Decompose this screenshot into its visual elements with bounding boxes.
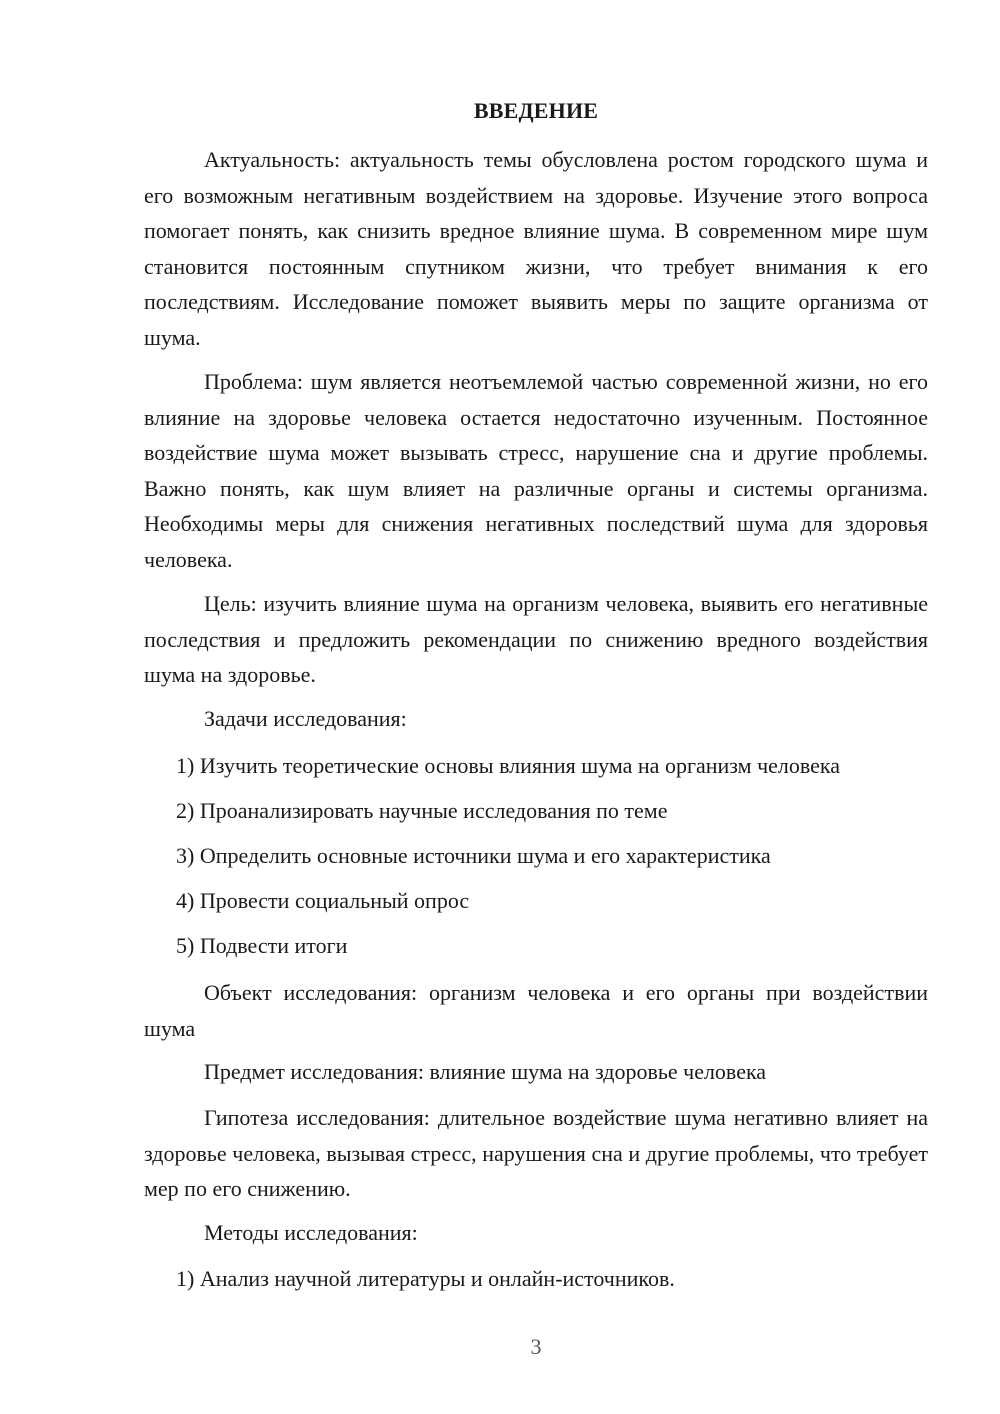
hypothesis-paragraph: Гипотеза исследования: длительное воздействие шума негативно влияет на здоровье человека, вызывая стресс, нарушения сна и другие проблемы, что требует мер по его снижению. xyxy=(144,1105,928,1201)
page-number: 3 xyxy=(530,1334,542,1359)
tasks-heading: Задачи исследования: xyxy=(204,706,407,731)
task-item: 4) Провести социальный опрос xyxy=(176,888,470,913)
section-title: ВВЕДЕНИЕ xyxy=(473,98,599,123)
method-item: 1) Анализ научной литературы и онлайн-источников. xyxy=(176,1266,675,1291)
subject-paragraph: Предмет исследования: влияние шума на здоровье человека xyxy=(204,1059,767,1084)
task-item: 1) Изучить теоретические основы влияния шума на организм человека xyxy=(176,753,841,778)
task-item: 3) Определить основные источники шума и его характеристика xyxy=(176,843,771,868)
task-item: 2) Проанализировать научные исследования по теме xyxy=(176,798,668,823)
methods-heading: Методы исследования: xyxy=(204,1220,418,1245)
object-paragraph: Объект исследования: организм человека и его органы при воздействии шума xyxy=(144,980,928,1041)
relevance-paragraph: Актуальность: актуальность темы обусловлена ростом городского шума и его возможным негативным воздействием на здоровье. Изучение этого вопроса помогает понять, как снизить вредное влияние шума. В современном мире шум становится постоянным спутником жизни, что требует внимания к его последствиям. Исследование поможет выявить меры по защите организма от шума. xyxy=(144,147,928,350)
goal-paragraph: Цель: изучить влияние шума на организм человека, выявить его негативные последствия и предложить рекомендации по снижению вредного воздействия шума на здоровье. xyxy=(144,591,928,687)
task-item: 5) Подвести итоги xyxy=(176,933,348,958)
problem-paragraph: Проблема: шум является неотъемлемой частью современной жизни, но его влияние на здоровье человека остается недостаточно изученным. Постоянное воздействие шума может вызывать стресс, нарушение сна и другие проблемы. Важно понять, как шум влияет на различные органы и системы организма. Необходимы меры для снижения негативных последствий шума для здоровья человека. xyxy=(144,369,928,572)
